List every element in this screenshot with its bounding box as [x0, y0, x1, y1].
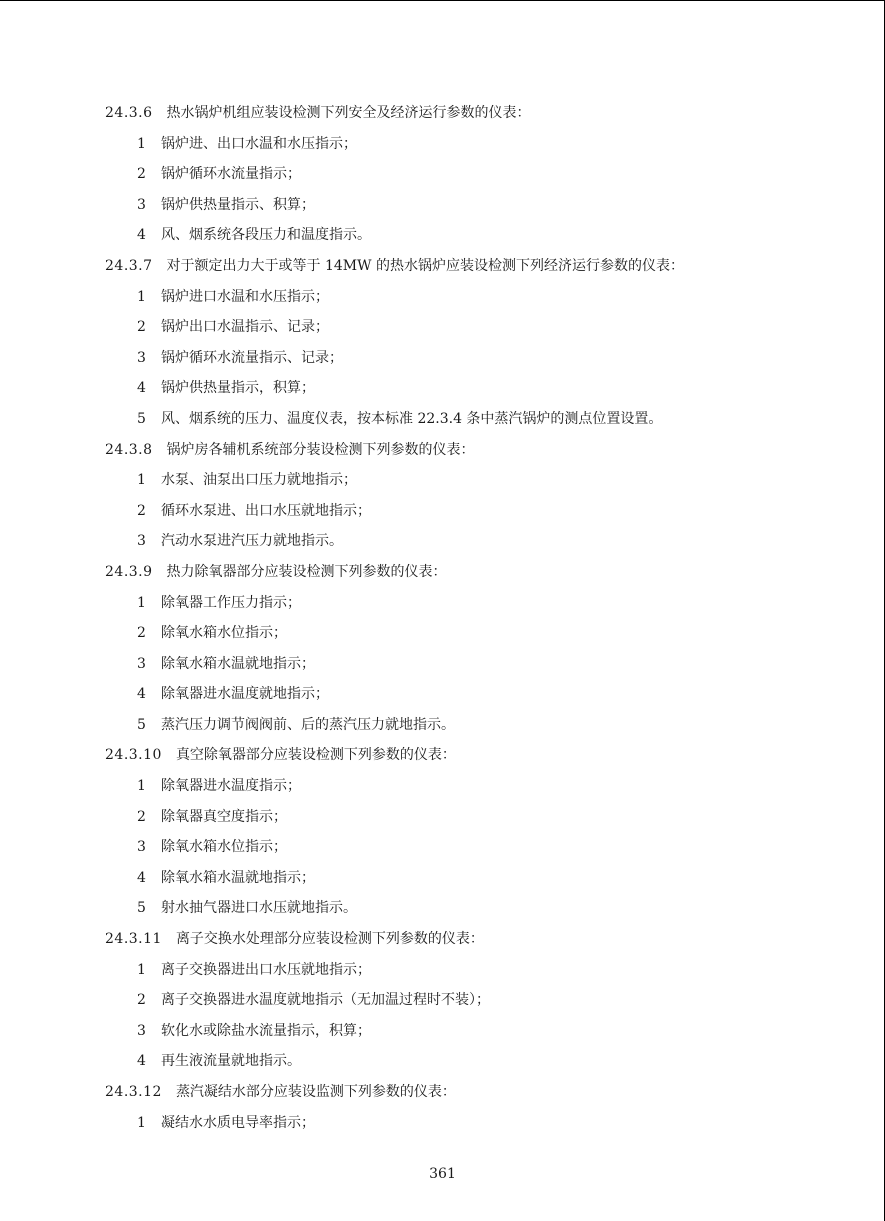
list-item	[0, 129, 885, 160]
item-text: 除氧器工作压力指示；	[161, 594, 301, 611]
section-heading	[0, 740, 885, 771]
item-number: 1	[137, 778, 146, 795]
item-text: 锅炉出口水温指示、记录；	[161, 319, 329, 336]
section-heading	[0, 557, 885, 588]
section-title: 热水锅炉机组应装设检测下列安全及经济运行参数的仪表：	[166, 105, 531, 121]
list-item	[0, 893, 885, 924]
item-number: 3	[137, 533, 146, 550]
item-number: 3	[137, 349, 146, 366]
item-text: 水泵、油泵出口压力就地指示；	[161, 472, 357, 489]
item-number: 1	[137, 472, 146, 489]
list-item	[0, 159, 885, 190]
list-item	[0, 985, 885, 1016]
list-item	[0, 679, 885, 710]
list-item	[0, 955, 885, 986]
item-number: 3	[137, 839, 146, 856]
section-heading	[0, 924, 885, 955]
list-item	[0, 771, 885, 802]
section-title: 离子交换水处理部分应装设检测下列参数的仪表：	[175, 931, 484, 948]
list-item	[0, 1108, 885, 1139]
item-number: 2	[137, 992, 146, 1009]
list-item	[0, 282, 885, 313]
list-item	[0, 802, 885, 833]
item-number: 3	[137, 655, 146, 672]
item-number: 3	[137, 196, 146, 213]
item-number: 2	[137, 625, 146, 642]
item-text: 射水抽气器进口水压就地指示。	[161, 900, 357, 917]
item-text: 风、烟系统各段压力和温度指示。	[161, 227, 371, 244]
item-text: 除氧器进水温度就地指示；	[161, 686, 329, 703]
section-number: 24.3.12	[105, 1084, 162, 1100]
list-item	[0, 404, 885, 435]
item-text: 锅炉进、出口水温和水压指示；	[161, 135, 357, 152]
item-number: 2	[137, 502, 146, 519]
page-number: 361	[429, 1166, 456, 1182]
section-title: 真空除氧器部分应装设检测下列参数的仪表：	[175, 747, 456, 764]
item-text: 循环水泵进、出口水压就地指示；	[161, 502, 371, 519]
item-text: 蒸汽压力调节阀阀前、后的蒸汽压力就地指示。	[161, 716, 455, 733]
section-number: 24.3.9	[105, 563, 153, 580]
section-title: 对于额定出力大于或等于 14MW 的热水锅炉应装设检测下列经济运行参数的仪表：	[166, 257, 684, 274]
item-number: 2	[137, 808, 146, 825]
item-number: 5	[137, 900, 146, 917]
page-border-top	[0, 0, 885, 1]
list-item	[0, 496, 885, 527]
list-item	[0, 526, 885, 557]
item-text: 离子交换器进出口水压就地指示；	[161, 961, 371, 978]
section-number: 24.3.6	[105, 105, 153, 121]
list-item	[0, 649, 885, 680]
item-number: 4	[137, 380, 146, 397]
section-heading	[0, 251, 885, 282]
list-item	[0, 710, 885, 741]
item-text: 离子交换器进水温度就地指示（无加温过程时不装）；	[161, 992, 490, 1009]
item-text: 除氧水箱水温就地指示；	[161, 655, 315, 672]
item-number: 1	[137, 1114, 146, 1131]
item-text: 再生液流量就地指示。	[161, 1053, 301, 1070]
item-number: 5	[137, 410, 146, 427]
item-text: 除氧水箱水位指示；	[161, 625, 287, 642]
item-number: 4	[137, 227, 146, 244]
item-text: 锅炉循环水流量指示、记录；	[161, 349, 343, 366]
list-item	[0, 1046, 885, 1077]
section-number: 24.3.7	[105, 257, 153, 274]
section-heading	[0, 1077, 885, 1108]
section-number: 24.3.8	[105, 441, 153, 458]
section-title: 蒸汽凝结水部分应装设监测下列参数的仪表：	[175, 1084, 456, 1100]
item-text: 锅炉供热量指示，积算；	[161, 380, 315, 397]
item-text: 锅炉循环水流量指示；	[161, 166, 301, 183]
section-title: 锅炉房各辅机系统部分装设检测下列参数的仪表：	[166, 441, 475, 458]
section-heading	[0, 98, 885, 129]
section-title: 热力除氧器部分应装设检测下列参数的仪表：	[166, 563, 447, 580]
list-item	[0, 588, 885, 619]
item-number: 1	[137, 288, 146, 305]
item-text: 除氧水箱水温就地指示；	[161, 869, 315, 886]
item-text: 汽动水泵进汽压力就地指示。	[161, 533, 343, 550]
list-item	[0, 312, 885, 343]
list-item	[0, 373, 885, 404]
item-number: 1	[137, 135, 146, 152]
section-heading	[0, 435, 885, 466]
item-text: 风、烟系统的压力、温度仪表，按本标准 22.3.4 条中蒸汽锅炉的测点位置设置。	[161, 410, 663, 427]
item-text: 软化水或除盐水流量指示，积算；	[161, 1022, 371, 1039]
section-number: 24.3.10	[105, 747, 162, 764]
item-number: 4	[137, 1053, 146, 1070]
item-text: 除氧器真空度指示；	[161, 808, 287, 825]
list-item	[0, 832, 885, 863]
list-item	[0, 863, 885, 894]
item-number: 4	[137, 869, 146, 886]
document-body	[0, 98, 885, 1138]
list-item	[0, 190, 885, 221]
item-text: 除氧器进水温度指示；	[161, 778, 301, 795]
item-number: 1	[137, 594, 146, 611]
list-item	[0, 465, 885, 496]
list-item	[0, 1016, 885, 1047]
list-item	[0, 618, 885, 649]
item-text: 凝结水水质电导率指示；	[161, 1114, 315, 1131]
list-item	[0, 220, 885, 251]
item-number: 3	[137, 1022, 146, 1039]
section-number: 24.3.11	[105, 931, 162, 948]
item-number: 5	[137, 716, 146, 733]
item-number: 4	[137, 686, 146, 703]
item-number: 2	[137, 166, 146, 183]
list-item	[0, 343, 885, 374]
item-text: 锅炉供热量指示、积算；	[161, 196, 315, 213]
item-number: 2	[137, 319, 146, 336]
item-text: 除氧水箱水位指示；	[161, 839, 287, 856]
item-text: 锅炉进口水温和水压指示；	[161, 288, 329, 305]
item-number: 1	[137, 961, 146, 978]
